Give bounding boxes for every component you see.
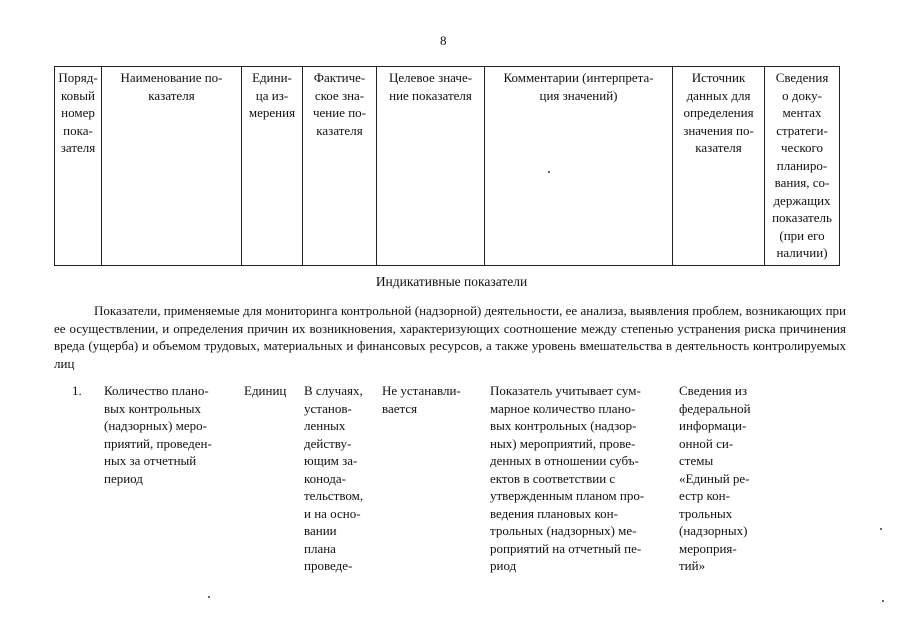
header-cell-number: Поряд- ковый номер пока- зателя: [55, 67, 102, 266]
header-cell-actual-value: Фактиче- ское зна- чение по- казателя: [303, 67, 377, 266]
indicator-header-table: [54, 66, 840, 266]
indicator-comment: Показатель учитывает сум- марное количество плано- вых контрольных (надзор- ных) мероприятий, прове- денных в отношении субъ- ектов в соответствии с утвержденным планом про- ведения плановых кон- трольных (надзорных) ме- роприятий на отчетный пе- риод: [490, 383, 645, 573]
scan-speck: [882, 600, 884, 602]
header-row: [55, 67, 840, 266]
scan-speck: [880, 528, 882, 530]
indicator-unit: Единиц: [244, 383, 287, 398]
header-cell-comment: Комментарии (интерпрета- ция значений): [485, 67, 673, 266]
intro-paragraph: Показатели, применяемые для мониторинга контрольной (надзорной) деятельности, ее анализа, выявления проблем, возникающих при ее осуществлении, и определения причин их возникновения, характеризующих соотношение между степенью устранения риска причинения вреда (ущерба) и объемом трудовых, материальных и финансовых ресурсов, а также уровень вмешательства в деятельность контролируемых лиц: [54, 303, 846, 371]
header-cell-target-value: Целевое значе- ние показателя: [377, 67, 485, 266]
indicator-name: Количество плано- вых контрольных (надзорных) меро- приятий, проведен- ных за отчетный период: [104, 383, 212, 486]
header-cell-unit: Едини- ца из- мерения: [242, 67, 303, 266]
indicator-actual-value: В случаях, установ- ленных действу- ющим за- конода- тельством, и на осно- вании плана проведе-: [304, 383, 364, 573]
indicator-source: Сведения из федеральной информаци- онной си- стемы «Единый ре- естр кон- трольных (надзорных) мероприя- тий»: [679, 383, 751, 573]
header-cell-source: Источник данных для определения значения по- казателя: [673, 67, 765, 266]
section-heading: Индикативные показатели: [375, 274, 528, 289]
header-cell-name: Наименование по- казателя: [102, 67, 242, 266]
header-cell-strategic-docs: Сведения о доку- ментах стратеги- ческого планиро- вания, со- держащих показатель (при его наличии): [765, 67, 840, 266]
scan-speck: [548, 171, 550, 173]
indicator-target-value: Не устанавли- вается: [382, 383, 461, 416]
scan-speck: [208, 596, 210, 598]
page-number: 8: [440, 33, 447, 48]
indicator-number: 1.: [72, 383, 82, 398]
